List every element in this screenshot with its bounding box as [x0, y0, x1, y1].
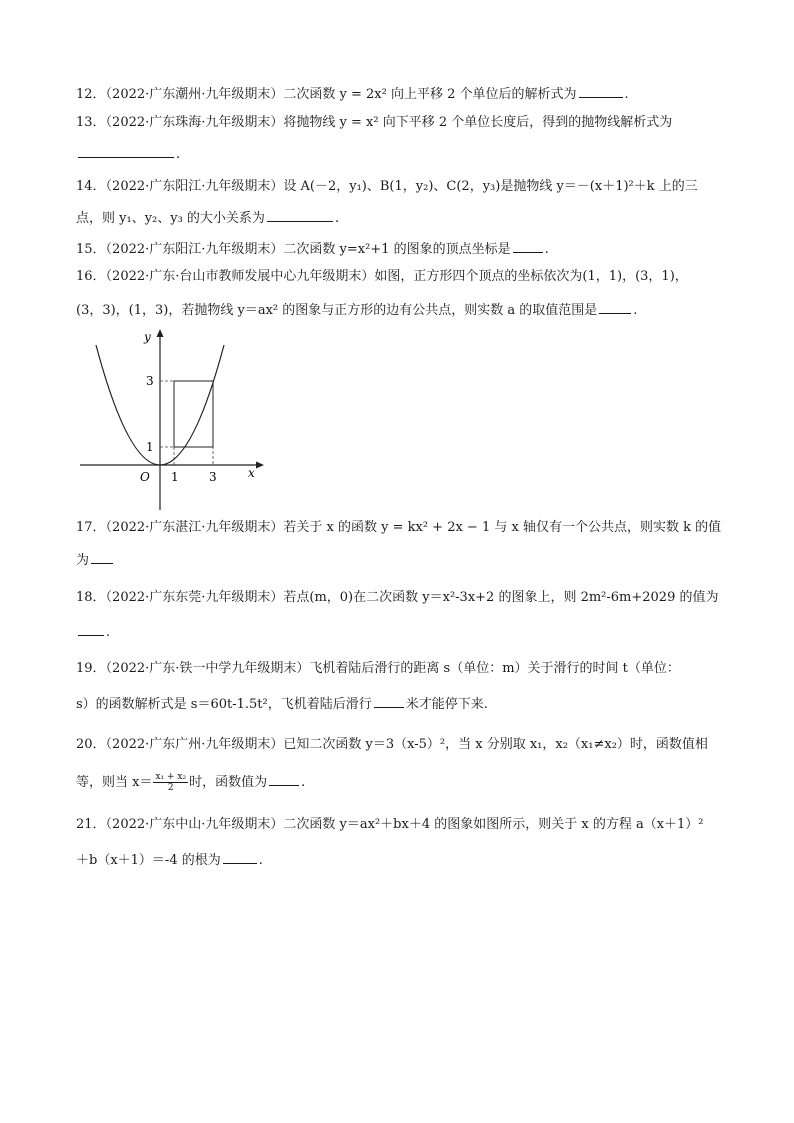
square — [174, 381, 213, 447]
question-20: 20．（2022·广东广州·九年级期末）已知二次函数 y＝3（x-5）²，当 x 分别取 x₁，x₂（x₁≠x₂）时，函数值相 — [76, 737, 708, 752]
question-13-cont: . — [76, 144, 726, 164]
y-axis-arrow — [157, 329, 164, 337]
answer-blank[interactable] — [223, 850, 257, 864]
origin-label: O — [140, 470, 150, 484]
question-14-cont: 点，则 y₁、y₂、y₃ 的大小关系为 . — [76, 208, 726, 228]
parabola-square-figure — [76, 325, 266, 515]
question-12: 12．（2022·广东潮州·九年级期末）二次函数 y = 2x² 向上平移 2 个单位后的解析式为 . — [76, 84, 726, 104]
question-16-cont: (3，3)，(1，3)，若抛物线 y＝ax² 的图象与正方形的边有公共点，则实数 a 的取值范围是 . — [76, 300, 726, 320]
answer-blank[interactable] — [91, 550, 113, 564]
question-13: 13．（2022·广东珠海·九年级期末）将抛物线 y = x² 向下平移 2 个单位长度后，得到的抛物线解析式为 — [76, 115, 673, 130]
y-tick-3: 3 — [146, 374, 154, 388]
question-21-cont: ＋b（x＋1）＝-4 的根为 . — [76, 850, 726, 870]
answer-blank[interactable] — [78, 144, 174, 158]
answer-blank[interactable] — [599, 300, 631, 314]
question-19-cont: s）的函数解析式是 s＝60t-1.5t²，飞机着陆后滑行 米才能停下来. — [76, 694, 726, 714]
answer-blank[interactable] — [374, 694, 404, 708]
question-18: 18．（2022·广东东莞·九年级期末）若点(m，0)在二次函数 y＝x²-3x+2 的图象上，则 2m²-6m+2029 的值为 — [76, 590, 719, 605]
y-tick-1: 1 — [146, 440, 154, 454]
question-21: 21．（2022·广东中山·九年级期末）二次函数 y＝ax²＋bx＋4 的图象如图所示，则关于 x 的方程 a（x＋1）² — [76, 817, 704, 832]
question-18-cont: . — [76, 622, 726, 642]
x-tick-3: 3 — [209, 470, 217, 484]
question-20-cont: 等，则当 x＝ $\frac{\text{x₁ + x₂}}{2}$ 时，函数值为 . — [76, 772, 306, 793]
answer-blank[interactable] — [579, 84, 623, 98]
question-19: 19．（2022·广东·铁一中学九年级期末）飞机着陆后滑行的距离 s（单位：m）关于滑行的时间 t（单位： — [76, 661, 680, 676]
x-axis-label: x — [248, 466, 255, 480]
x-tick-1: 1 — [171, 470, 179, 484]
answer-blank[interactable] — [78, 622, 104, 636]
answer-blank[interactable] — [513, 239, 543, 253]
question-14: 14．（2022·广东阳江·九年级期末）设 A(－2，y₁)、B(1，y₂)、C(2，y₃)是抛物线 y＝－(x＋1)²＋k 上的三 — [76, 179, 698, 194]
question-15: 15．（2022·广东阳江·九年级期末）二次函数 y=x²+1 的图象的顶点坐标是 . — [76, 239, 726, 259]
answer-blank[interactable] — [269, 772, 299, 786]
x-axis-arrow — [256, 462, 264, 469]
question-17: 17．（2022·广东湛江·九年级期末）若关于 x 的函数 y = kx² + 2x − 1 与 x 轴仅有一个公共点，则实数 k 的值 — [76, 520, 722, 535]
answer-blank[interactable] — [267, 208, 333, 222]
question-17-cont: 为 — [76, 550, 726, 570]
y-axis-label: y — [144, 330, 151, 344]
question-16: 16．（2022·广东·台山市教师发展中心九年级期末）如图，正方形四个顶点的坐标依次为(1，1)，(3，1)， — [76, 269, 688, 284]
fraction: $\frac{\text{x₁ + x₂}}{2}$ — [155, 772, 187, 793]
